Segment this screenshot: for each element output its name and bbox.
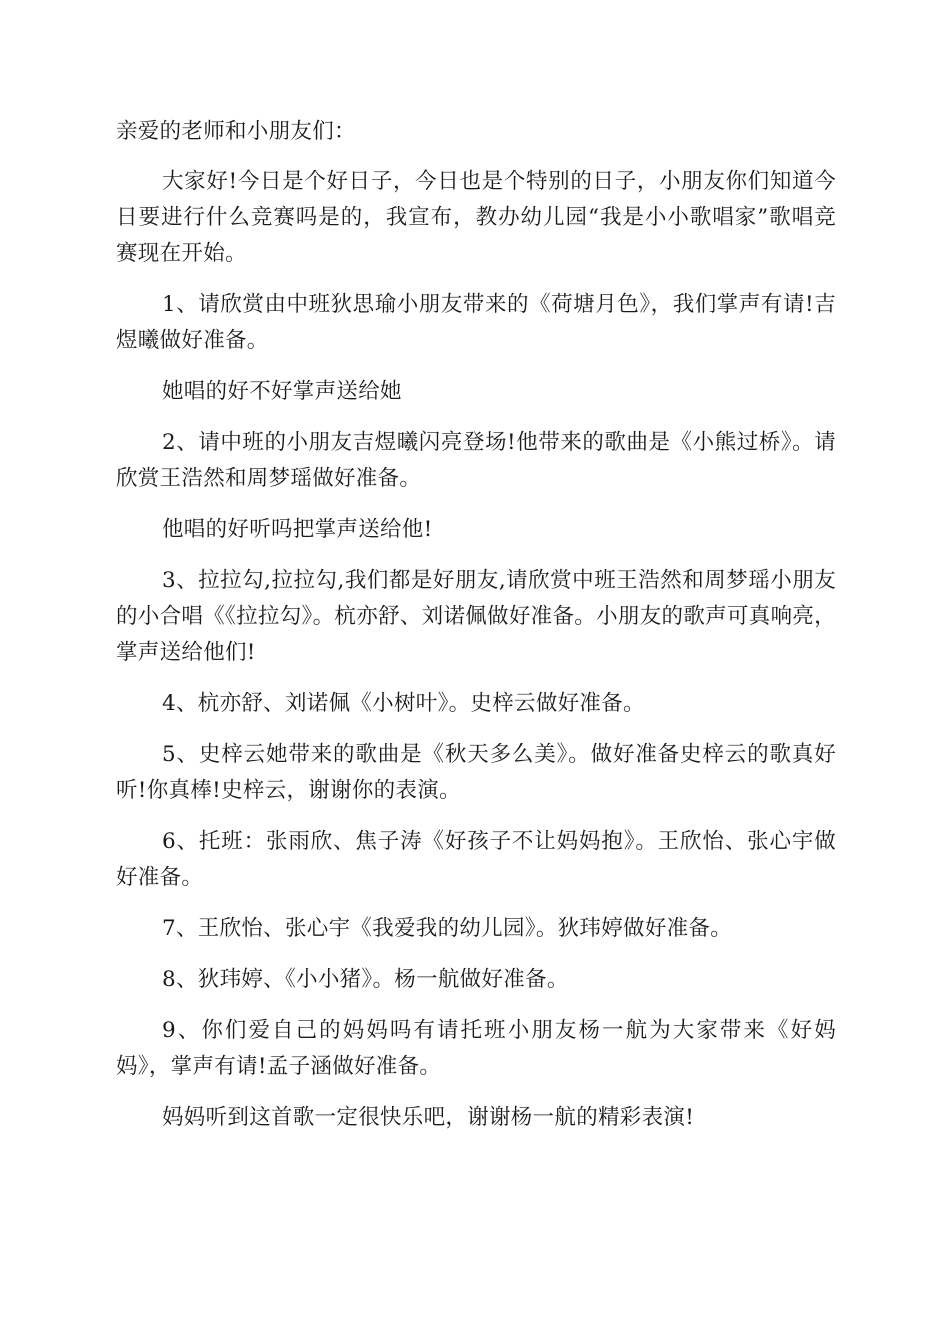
greeting-line: 亲爱的老师和小朋友们： xyxy=(116,119,356,144)
opening-paragraph: 大家好!今日是个好日子，今日也是个特别的日子，小朋友你们知道今日要进行什么竞赛吗是的，我宣布，教办幼儿园“我是小小歌唱家”歌唱竞赛现在开始。 xyxy=(116,169,836,266)
program-item-1: 1、请欣赏由中班狄思瑜小朋友带来的《荷塘月色》，我们掌声有请!吉煜曦做好准备。 xyxy=(116,292,836,353)
document-page xyxy=(116,114,836,1151)
program-item-9: 9、你们爱自己的妈妈吗有请托班小朋友杨一航为大家带来《好妈妈》，掌声有请!孟子涵做好准备。 xyxy=(116,1018,836,1079)
program-item-5: 5、史梓云她带来的歌曲是《秋天多么美》。做好准备史梓云的歌真好听!你真棒!史梓云，谢谢你的表演。 xyxy=(116,742,836,803)
program-item-8: 8、狄玮婷、《小小猪》。杨一航做好准备。 xyxy=(162,967,569,992)
program-item-6: 6、托班：张雨欣、焦子涛《好孩子不让妈妈抱》。王欣怡、张心宇做好准备。 xyxy=(116,829,836,890)
comment-line-1: 她唱的好不好掌声送给她 xyxy=(162,379,402,404)
closing-line: 妈妈听到这首歌一定很快乐吧，谢谢杨一航的精彩表演! xyxy=(162,1105,695,1130)
program-item-2: 2、请中班的小朋友吉煜曦闪亮登场!他带来的歌曲是《小熊过桥》。请欣赏王浩然和周梦瑶做好准备。 xyxy=(116,430,836,491)
program-item-7: 7、王欣怡、张心宇《我爱我的幼儿园》。狄玮婷做好准备。 xyxy=(162,916,733,941)
program-item-4: 4、杭亦舒、刘诺佩《小树叶》。史梓云做好准备。 xyxy=(162,691,645,716)
program-item-3: 3、拉拉勾,拉拉勾,我们都是好朋友,请欣赏中班王浩然和周梦瑶小朋友的小合唱《《拉拉勾》。杭亦舒、刘诺佩做好准备。小朋友的歌声可真响亮，掌声送给他们! xyxy=(116,568,836,665)
comment-line-2: 他唱的好听吗把掌声送给他! xyxy=(162,517,433,542)
